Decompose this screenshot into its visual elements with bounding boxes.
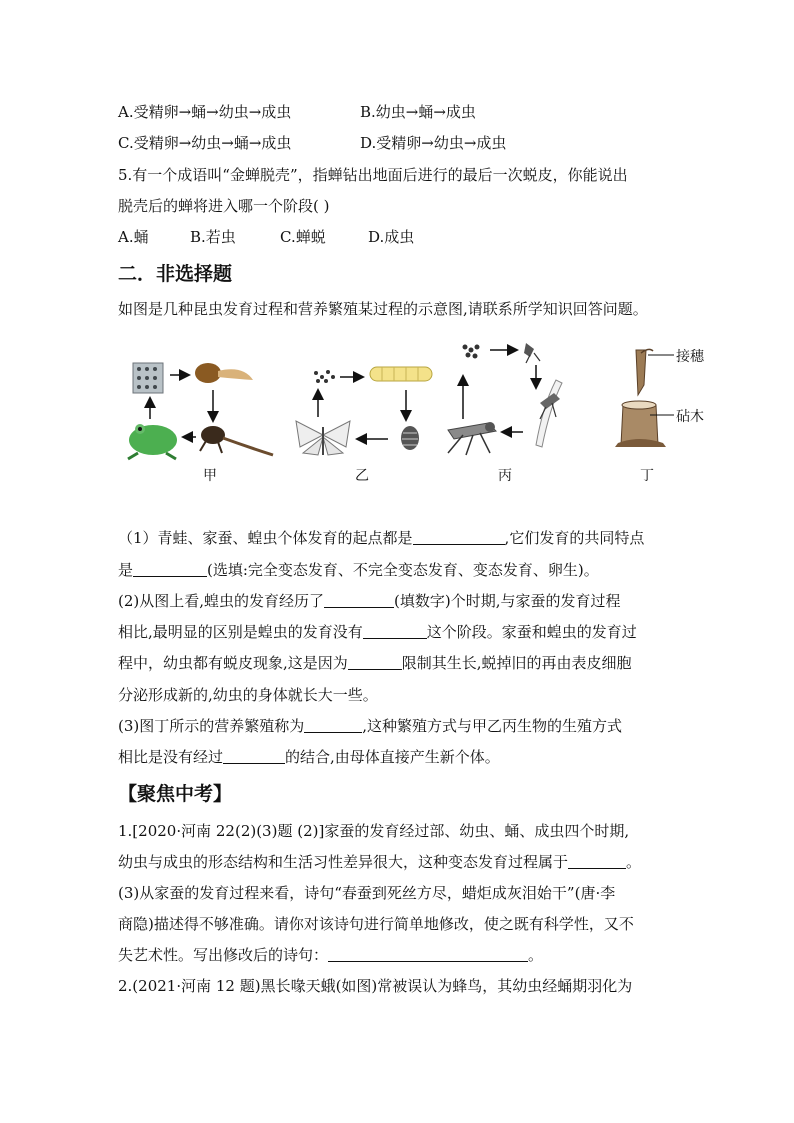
silkworm-moth-icon bbox=[296, 421, 350, 455]
answer-blank-focus-1[interactable] bbox=[568, 853, 626, 869]
question-3-text-d: 的结合,由母体直接产生新个体。 bbox=[285, 748, 500, 766]
answer-blank-2a[interactable] bbox=[324, 592, 394, 608]
question-1-text-a: （1）青蛙、家蚕、蝗虫个体发育的起点都是 bbox=[118, 529, 413, 547]
question-2-line3 bbox=[118, 653, 632, 673]
focus-heading: 【聚焦中考】 bbox=[118, 783, 233, 805]
answer-blank-2c[interactable] bbox=[348, 654, 402, 670]
question-2-text-d: 这个阶段。家蚕和蝗虫的发育过 bbox=[426, 623, 637, 641]
silkworm-eggs-icon bbox=[314, 370, 335, 383]
focus-p1-line5 bbox=[118, 945, 543, 965]
section-heading: 二．非选择题 bbox=[118, 263, 233, 285]
q5-option-a: A.蛹 bbox=[118, 228, 149, 246]
answer-blank-3a[interactable] bbox=[304, 717, 362, 733]
question-3-text-b: ,这种繁殖方式与甲乙丙生物的生殖方式 bbox=[362, 717, 623, 735]
focus-p1-line2 bbox=[118, 852, 641, 872]
question-1-text-c: 是 bbox=[118, 561, 134, 579]
q5-option-d: D.成虫 bbox=[368, 228, 415, 246]
silkworm-pupa-icon bbox=[401, 426, 419, 450]
grafting-illustration bbox=[615, 349, 674, 447]
locust-nymph-small-icon bbox=[524, 343, 540, 363]
q5-line1: 5.有一个成语叫“金蝉脱壳”，指蝉钻出地面后进行的最后一次蜕皮，你能说出 bbox=[118, 166, 628, 184]
figure-label-jia: 甲 bbox=[203, 468, 217, 484]
figure-label-bing: 丙 bbox=[498, 468, 512, 484]
silkworm-cycle bbox=[296, 367, 432, 455]
question-2-text-c: 相比,最明显的区别是蝗虫的发育没有 bbox=[118, 623, 363, 641]
question-3-text-a: (3)图丁所示的营养繁殖称为 bbox=[118, 717, 305, 735]
lifecycle-figure-drawing bbox=[118, 335, 718, 485]
q5-line2: 脱壳后的蝉将进入哪一个阶段( ) bbox=[118, 197, 330, 215]
figure-label-ding: 丁 bbox=[640, 468, 654, 484]
question-2-text-b: (填数字)个时期,与家蚕的发育过程 bbox=[394, 592, 621, 610]
answer-blank-1a[interactable] bbox=[413, 529, 505, 545]
answer-blank-1b[interactable] bbox=[133, 561, 207, 577]
question-3-line1 bbox=[118, 716, 622, 736]
question-1-line2 bbox=[118, 560, 599, 580]
q4-option-d: D.受精卵→幼虫→成虫 bbox=[360, 134, 507, 152]
q5-option-b: B.若虫 bbox=[190, 228, 236, 246]
focus-p1-text-e-end: 。 bbox=[528, 946, 544, 964]
q5-option-c: C.蝉蜕 bbox=[280, 228, 326, 246]
froglet-icon bbox=[200, 426, 273, 455]
question-2-line1 bbox=[118, 591, 621, 611]
focus-p2-line1: 2.(2021·河南 12 题)黑长喙天蛾(如图)常被误认为蜂鸟，其幼虫经蛹期羽化为 bbox=[118, 977, 633, 995]
q4-option-a: A.受精卵→蛹→幼虫→成虫 bbox=[118, 103, 292, 121]
focus-p1-line1: 1.[2020·河南 22(2)(3)题 (2)]家蚕的发育经过部、幼虫、蛹、成虫四个时期, bbox=[118, 822, 630, 840]
locust-eggs-icon bbox=[463, 345, 480, 359]
question-2-line2 bbox=[118, 622, 637, 642]
question-3-line2 bbox=[118, 747, 500, 767]
question-3-text-c: 相比是没有经过 bbox=[118, 748, 224, 766]
answer-blank-3b[interactable] bbox=[223, 748, 285, 764]
locust-cycle bbox=[448, 343, 562, 455]
graft-label-scion: 接穗 bbox=[676, 349, 704, 365]
locust-adult-icon bbox=[448, 422, 496, 455]
q4-option-c: C.受精卵→幼虫→蛹→成虫 bbox=[118, 134, 292, 152]
focus-p1-line4: 商隐)描述得不够准确。请你对该诗句进行简单地修改，使之既有科学性，又不 bbox=[118, 915, 634, 933]
answer-blank-focus-2[interactable] bbox=[328, 946, 528, 962]
question-1-line1 bbox=[118, 528, 644, 548]
section-intro: 如图是几种昆虫发育过程和营养繁殖某过程的示意图,请联系所学知识回答问题。 bbox=[118, 300, 648, 318]
q4-option-b: B.幼虫→蛹→成虫 bbox=[360, 103, 476, 121]
focus-p1-line3: (3)从家蚕的发育过程来看，诗句“春蚕到死丝方尽，蜡炬成灰泪始干”(唐·李 bbox=[118, 884, 616, 902]
graft-label-rootstock: 砧木 bbox=[676, 409, 704, 425]
question-2-text-e: 程中，幼虫都有蜕皮现象,这是因为 bbox=[118, 654, 348, 672]
frog-eggs-icon bbox=[133, 363, 163, 393]
rootstock-icon bbox=[615, 401, 666, 447]
answer-blank-2b[interactable] bbox=[363, 623, 427, 639]
focus-p1-text-e: 失艺术性。写出修改后的诗句： bbox=[118, 946, 329, 964]
question-2-line4: 分泌形成新的,幼虫的身体就长大一些。 bbox=[118, 686, 378, 704]
scion-icon bbox=[636, 349, 653, 395]
question-1-text-d: (选填:完全变态发育、不完全变态发育、变态发育、卵生)。 bbox=[207, 561, 599, 579]
question-2-text-f: 限制其生长,蜕掉旧的再由表皮细胞 bbox=[401, 654, 632, 672]
focus-p1-text-b-end: 。 bbox=[626, 853, 642, 871]
focus-p1-text-b: 幼虫与成虫的形态结构和生活习性差异很大，这种变态发育过程属于 bbox=[118, 853, 569, 871]
tadpole-icon bbox=[195, 363, 253, 383]
question-1-text-b: ,它们发育的共同特点 bbox=[504, 529, 645, 547]
lifecycle-figure bbox=[118, 335, 718, 485]
frog-icon bbox=[128, 424, 177, 459]
question-2-text-a: (2)从图上看,蝗虫的发育经历了 bbox=[118, 592, 325, 610]
silkworm-larva-icon bbox=[370, 367, 432, 381]
frog-cycle bbox=[128, 363, 273, 459]
locust-nymph-icon bbox=[536, 380, 562, 447]
figure-label-yi: 乙 bbox=[355, 468, 369, 484]
